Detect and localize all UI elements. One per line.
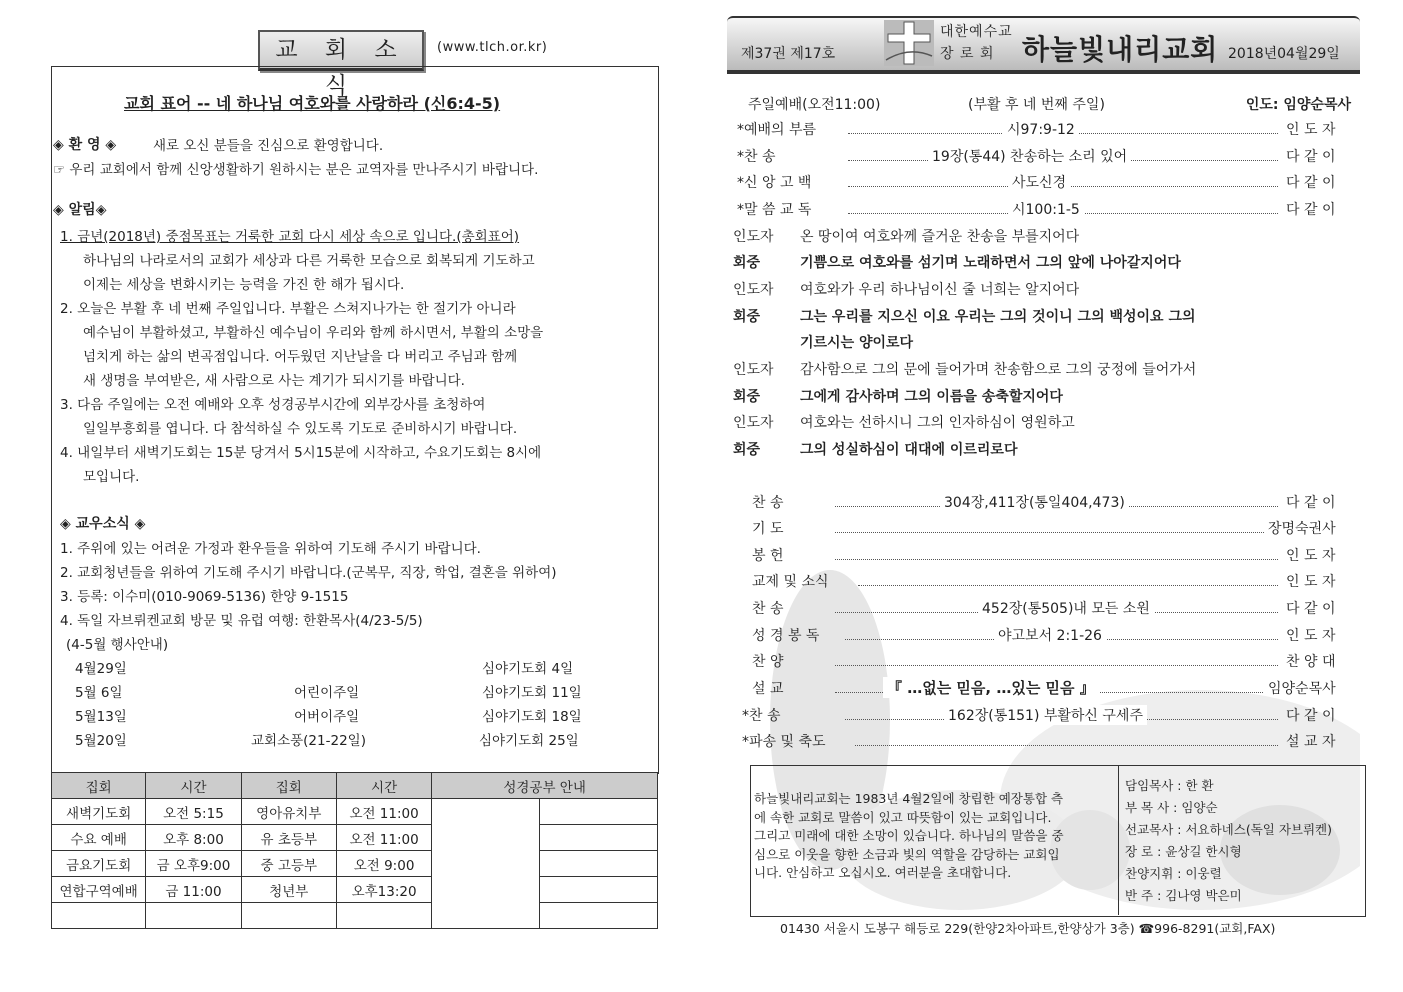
- order-by: 인 도 자: [1286, 548, 1336, 564]
- study-blank-cell: [432, 799, 539, 929]
- news-title: 교 회 소 식: [258, 30, 424, 71]
- intro-line: 니다. 안심하고 오십시오. 여러분을 초대합니다.: [754, 865, 1012, 880]
- order-label: 기 도: [752, 521, 784, 537]
- reading-speaker: 회중: [733, 442, 761, 458]
- order-label: *찬 송: [737, 149, 776, 165]
- notice-line: 1. 금년(2018년) 중점목표는 거룩한 교회 다시 세상 속으로 입니다.(총회표어): [60, 229, 520, 245]
- event-prayer: 심야기도회 4일: [482, 661, 574, 677]
- church-address: 01430 서울시 도봉구 해등로 229(한양2차아파트,한양상가 3층) ☎996-8291(교회,FAX): [780, 921, 1276, 936]
- order-text: 452장(통505)내 모든 소원: [978, 598, 1154, 618]
- table-cell: [336, 903, 431, 929]
- reading-line: 그의 성실하심이 대대에 이르리로다: [800, 442, 1018, 458]
- event-prayer: 심야기도회 18일: [482, 709, 582, 725]
- member-line: 2. 교회청년들을 위하여 기도해 주시기 바랍니다.(군복무, 직장, 학업, 결혼을 위하여): [60, 565, 557, 581]
- notice-line: 일일부흥회를 엽니다. 다 참석하실 수 있도록 기도로 준비하시기 바랍니다.: [83, 421, 518, 437]
- notice-line: 예수님이 부활하셨고, 부활하신 예수님이 우리와 함께 하시면서, 부활의 소망을: [83, 325, 544, 341]
- reading-speaker: 인도자: [733, 362, 774, 378]
- service-week: (부활 후 네 번째 주일): [968, 97, 1105, 113]
- notice-line: 4. 내일부터 새벽기도회는 15분 당겨서 5시15분에 시작하고, 수요기도회는 8시에: [60, 445, 542, 461]
- table-cell: [241, 903, 336, 929]
- dot-leader: [835, 665, 1278, 666]
- table-cell: 청년부: [241, 877, 336, 903]
- event-date: 4월29일: [75, 661, 127, 677]
- order-label: *파송 및 축도: [742, 734, 826, 750]
- reading-line: 여호와는 선하시니 그의 인자하심이 영원하고: [800, 415, 1075, 431]
- order-by: 다 같 이: [1286, 708, 1336, 724]
- staff-line: 담임목사 : 한 환: [1125, 778, 1214, 793]
- table-cell: 오전 11:00: [336, 825, 431, 851]
- header-cell: 집회: [52, 773, 146, 799]
- table-cell: [52, 903, 146, 929]
- reading-speaker: 회중: [733, 389, 761, 405]
- order-text: 시97:9-12: [1003, 119, 1079, 139]
- table-cell: 오후 8:00: [146, 825, 241, 851]
- table-cell: 오전 9:00: [336, 851, 431, 877]
- study-cell: [539, 903, 657, 929]
- service-leader: 인도: 임양순목사: [1245, 97, 1351, 113]
- study-cell: [539, 799, 657, 825]
- notice-line: 넘치게 하는 삶의 변곡점입니다. 어두웠던 지난날을 다 버리고 주님과 함께: [83, 349, 518, 365]
- reading-line: 온 땅이여 여호와께 즐거운 찬송을 부를지어다: [800, 229, 1080, 245]
- order-by: 임양순목사: [1268, 681, 1336, 697]
- event-prayer: 심야기도회 25일: [479, 733, 579, 749]
- notice-line: 하나님의 나라로서의 교회가 세상과 다른 거룩한 모습으로 회복되게 기도하고: [83, 253, 535, 269]
- table-header-row: [52, 773, 658, 799]
- church-name: 하늘빛내리교회: [1022, 33, 1219, 66]
- staff-line: 부 목 사 : 임양순: [1125, 800, 1218, 815]
- event-name: 어버이주일: [294, 709, 360, 725]
- dot-leader: [835, 559, 1278, 560]
- header-cell: 성경공부 안내: [432, 773, 658, 799]
- schedule-table: [51, 772, 658, 929]
- table-cell: 오전 5:15: [146, 799, 241, 825]
- notice-line: 새 생명을 부여받은, 새 사람으로 사는 계기가 되시기를 바랍니다.: [83, 373, 465, 389]
- header-cell: 집회: [241, 773, 336, 799]
- table-cell: 금요기도회: [52, 851, 146, 877]
- order-by: 인 도 자: [1286, 628, 1336, 644]
- event-date: 5월13일: [75, 709, 127, 725]
- denomination: [940, 21, 1013, 65]
- intro-line: 에 속한 교회로 말씀이 있고 따뜻함이 있는 교회입니다.: [754, 809, 1052, 825]
- order-by: 다 같 이: [1286, 495, 1336, 511]
- study-cell: [539, 825, 657, 851]
- reading-speaker: 인도자: [733, 415, 774, 431]
- member-line: 1. 주위에 있는 어려운 가정과 환우들을 위하여 기도해 주시기 바랍니다.: [60, 541, 481, 557]
- table-cell: 금 11:00: [146, 877, 241, 903]
- intro-line: 하늘빛내리교회는 1983년 4월2일에 창립한 예장통합 측: [754, 791, 1064, 806]
- order-by: 장명숙권사: [1268, 521, 1336, 537]
- staff-line: 찬양지휘 : 이웅렬: [1125, 866, 1222, 881]
- order-label: 설 교: [752, 681, 784, 697]
- table-cell: 오전 11:00: [336, 799, 431, 825]
- staff-list: [1125, 775, 1332, 907]
- event-date: 5월 6일: [75, 685, 123, 701]
- notice-line: 모입니다.: [83, 469, 140, 485]
- order-label: *예배의 부름: [737, 122, 817, 138]
- reading-line: 그는 우리를 지으신 이요 우리는 그의 것이니 그의 백성이요 그의: [800, 309, 1196, 325]
- notice-line: 3. 다음 주일에는 오전 예배와 오후 성경공부시간에 외부강사를 초청하여: [60, 397, 486, 413]
- order-by: 찬 양 대: [1286, 654, 1336, 670]
- denomination-line: 장 로 회: [940, 46, 995, 62]
- order-text: 304장,411장(통일404,473): [940, 492, 1129, 512]
- event-date: 5월20일: [75, 733, 127, 749]
- order-text: 162장(통151) 부활하신 구세주: [944, 705, 1147, 725]
- order-label: *말 씀 교 독: [737, 202, 812, 218]
- cross-logo-icon: [884, 20, 934, 66]
- staff-line: 장 로 : 윤상길 한시형: [1125, 844, 1242, 859]
- member-line: 4. 독일 자브뤼켄교회 방문 및 유럽 여행: 한환목사(4/23-5/5): [60, 613, 423, 629]
- events-heading: (4-5월 행사안내): [66, 637, 169, 653]
- church-intro: [754, 790, 1116, 883]
- notice-line: 이제는 세상을 변화시키는 능력을 가진 한 해가 됩시다.: [83, 277, 405, 293]
- event-prayer: 심야기도회 11일: [482, 685, 582, 701]
- table-row: [52, 825, 658, 851]
- order-text: 사도신경: [1008, 172, 1070, 192]
- sermon-title: 『 …없는 믿음, …있는 믿음 』: [883, 677, 1099, 698]
- order-label: 성 경 봉 독: [752, 628, 820, 644]
- order-by: 다 같 이: [1286, 601, 1336, 617]
- reading-speaker: 인도자: [733, 229, 774, 245]
- reading-speaker: 회중: [733, 255, 761, 271]
- study-cell: [539, 877, 657, 903]
- notice-heading: ◈ 알림◈: [53, 202, 107, 218]
- info-divider: [1118, 765, 1119, 915]
- table-row: [52, 799, 658, 825]
- dot-leader: [855, 745, 1278, 746]
- members-heading: ◈ 교우소식 ◈: [60, 516, 146, 532]
- table-row: [52, 851, 658, 877]
- study-cell: [539, 851, 657, 877]
- welcome-heading: ◈ 환 영 ◈: [53, 137, 117, 153]
- table-cell: 금 오후9:00: [146, 851, 241, 877]
- order-text: 시100:1-5: [1008, 199, 1084, 219]
- reading-speaker: 회중: [733, 309, 761, 325]
- table-cell: [146, 903, 241, 929]
- order-by: 인 도 자: [1286, 574, 1336, 590]
- order-label: 교제 및 소식: [752, 574, 829, 590]
- order-by: 다 같 이: [1286, 149, 1336, 165]
- bulletin-date: 2018년04월29일: [1228, 46, 1340, 62]
- church-motto: 교회 표어 -- 네 하나님 여호와를 사랑하라 (신6:4-5): [124, 94, 501, 113]
- table-cell: 오후13:20: [336, 877, 431, 903]
- table-cell: 영아유치부: [241, 799, 336, 825]
- order-by: 설 교 자: [1286, 734, 1336, 750]
- order-label: 찬 양: [752, 654, 784, 670]
- table-cell: 유 초등부: [241, 825, 336, 851]
- reading-line: 기쁨으로 여호와를 섬기며 노래하면서 그의 앞에 나아갈지어다: [800, 255, 1181, 271]
- table-cell: 연합구역예배: [52, 877, 146, 903]
- table-cell: 새벽기도회: [52, 799, 146, 825]
- table-cell: 중 고등부: [241, 851, 336, 877]
- reading-line: 여호와가 우리 하나님이신 줄 너희는 알지어다: [800, 282, 1080, 298]
- order-by: 인 도 자: [1286, 122, 1336, 138]
- order-by: 다 같 이: [1286, 175, 1336, 191]
- table-row: [52, 903, 658, 929]
- volume-number: 제37권 제17호: [741, 46, 836, 62]
- order-by: 다 같 이: [1286, 202, 1336, 218]
- intro-line: 심으로 이웃을 향한 소금과 빛의 역할을 감당하는 교회입: [754, 846, 1060, 862]
- dot-leader: [835, 532, 1264, 533]
- notice-line: 2. 오늘은 부활 후 네 번째 주일입니다. 부활은 스쳐지나가는 한 절기가 아니라: [60, 301, 516, 317]
- staff-line: 선교목사 : 서요하네스(독일 자브뤼켄): [1125, 822, 1333, 837]
- order-text: 19장(통44) 찬송하는 소리 있어: [928, 146, 1131, 166]
- member-line: 3. 등록: 이수미(010-9069-5136) 한양 9-1515: [60, 589, 349, 605]
- table-row: [52, 877, 658, 903]
- service-time: 주일예배(오전11:00): [748, 97, 881, 113]
- website-url[interactable]: (www.tlch.or.kr): [437, 40, 548, 55]
- welcome-text: 새로 오신 분들을 진심으로 환영합니다.: [153, 138, 384, 154]
- reading-line: 기르시는 양이로다: [800, 335, 914, 351]
- reading-line: 그에게 감사하며 그의 이름을 송축할지어다: [800, 389, 1063, 405]
- staff-line: 반 주 : 김나영 박은미: [1125, 888, 1242, 903]
- denomination-line: 대한예수교: [940, 24, 1013, 40]
- order-label: *찬 송: [742, 708, 781, 724]
- reading-speaker: 인도자: [733, 282, 774, 298]
- header-cell: 시간: [146, 773, 241, 799]
- order-label: 봉 헌: [752, 548, 784, 564]
- event-name: 어린이주일: [294, 685, 360, 701]
- order-label: 찬 송: [752, 495, 784, 511]
- order-text: 야고보서 2:1-26: [994, 625, 1106, 645]
- intro-line: 그리고 미래에 대한 소망이 있습니다. 하나님의 말씀을 중: [754, 828, 1064, 843]
- event-name: 교회소풍(21-22일): [251, 733, 366, 749]
- reading-line: 감사함으로 그의 문에 들어가며 찬송함으로 그의 궁정에 들어가서: [800, 362, 1197, 378]
- dot-leader: [858, 585, 1278, 586]
- welcome-text-2: ☞ 우리 교회에서 함께 신앙생활하기 원하시는 분은 교역자를 만나주시기 바랍니다.: [53, 162, 539, 178]
- order-label: *신 앙 고 백: [737, 175, 812, 191]
- table-cell: 수요 예배: [52, 825, 146, 851]
- order-label: 찬 송: [752, 601, 784, 617]
- header-cell: 시간: [336, 773, 431, 799]
